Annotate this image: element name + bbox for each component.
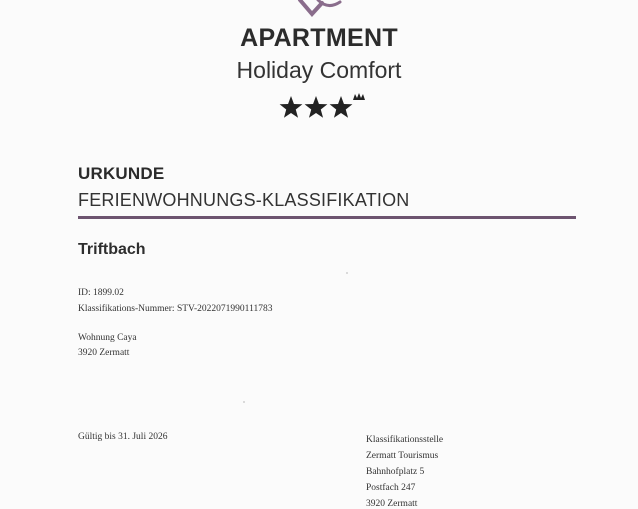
rating-stars	[279, 92, 369, 122]
property-name: Triftbach	[78, 241, 146, 258]
id-line: ID: 1899.02	[78, 288, 124, 298]
brand-title: APARTMENT	[240, 24, 398, 52]
issuer-line: Bahnhofplatz 5	[366, 467, 425, 477]
address-line: 3920 Zermatt	[78, 348, 130, 358]
star-icon	[280, 96, 303, 118]
scan-speck	[243, 401, 245, 403]
divider	[78, 216, 576, 219]
brand-subtitle: Holiday Comfort	[236, 57, 402, 83]
star-icon	[330, 96, 353, 118]
issuer-line: Klassifikationsstelle	[366, 435, 444, 445]
scan-speck	[346, 272, 348, 274]
validity-date: Gültig bis 31. Juli 2026	[78, 432, 168, 442]
star-icon	[305, 96, 328, 118]
address-line: Wohnung Caya	[78, 333, 137, 343]
issuer-line: Postfach 247	[366, 483, 416, 493]
document-subtitle: FERIENWOHNUNGS-KLASSIFIKATION	[78, 190, 410, 210]
classification-number: Klassifikations-Nummer: STV-2022071990111783	[78, 304, 273, 314]
issuer-line: Zermatt Tourismus	[366, 451, 439, 461]
issuer-line: 3920 Zermatt	[366, 499, 418, 509]
crown-icon	[353, 93, 365, 100]
document-title: URKUNDE	[78, 164, 165, 183]
